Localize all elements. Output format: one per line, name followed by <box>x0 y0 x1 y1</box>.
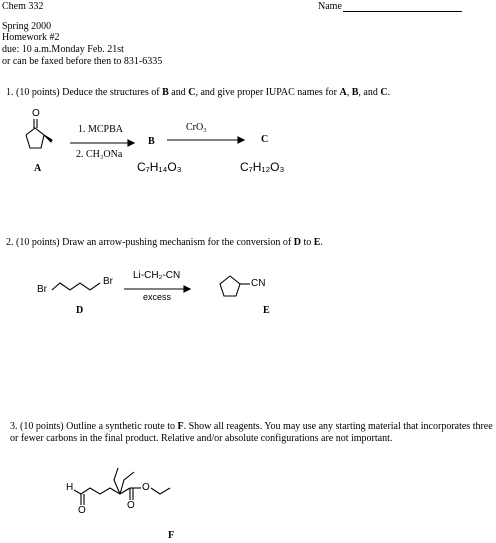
course-title: Chem 332 <box>2 1 44 12</box>
fax-line: or can be faxed before then to 831-6335 <box>2 56 163 67</box>
ester-ethyl <box>151 488 170 494</box>
bromine-left: Br <box>37 284 47 295</box>
question-3-text: 3. (10 points) Outline a synthetic route to F. Show all reagents. You may use any starting material that incorporates three or fewer carbons in the final product. Relative and/or absolute configurations are not important. <box>10 421 493 444</box>
formula-b: C₇H₁₄O₃ <box>137 160 182 174</box>
aldehyde-oxygen: O <box>78 505 86 516</box>
aldehyde-hydrogen: H <box>66 482 74 493</box>
label-c: C <box>261 134 269 145</box>
ester-oxygen: O <box>142 482 150 493</box>
reagent-ch3ona: 2. CH₃ONa <box>76 149 123 160</box>
carbonyl-oxygen: O <box>32 108 40 119</box>
ethyl-branch-1 <box>120 472 134 494</box>
due-line: due: 10 a.m.Monday Feb. 21st <box>2 44 124 55</box>
ester-carbonyl-oxygen: O <box>127 500 135 511</box>
ethyl-branch-2 <box>114 468 120 494</box>
reagent-cro3: CrO₃ <box>186 122 207 133</box>
question-1-text: 1. (10 points) Deduce the structures of B and C, and give proper IUPAC names for A, B, and C. <box>6 87 391 98</box>
label-e: E <box>263 305 270 316</box>
main-chain <box>81 488 120 494</box>
label-a: A <box>34 163 42 174</box>
bromine-right: Br <box>103 276 113 287</box>
reagent-mcpba: 1. MCPBA <box>78 124 124 135</box>
question-2-text: 2. (10 points) Draw an arrow-pushing mechanism for the conversion of D to E. <box>6 237 323 248</box>
label-f: F <box>168 530 175 541</box>
label-d: D <box>76 305 84 316</box>
nitrile-cn: CN <box>251 278 266 289</box>
label-b: B <box>148 136 155 147</box>
reagent-excess: excess <box>143 292 172 302</box>
term-line: Spring 2000 <box>2 21 52 32</box>
name-label: Name <box>318 1 342 12</box>
reagent-lich2cn: Li-CH₂-CN <box>133 270 181 281</box>
formula-c: C₇H₁₂O₃ <box>240 160 285 174</box>
homework-line: Homework #2 <box>2 32 60 43</box>
